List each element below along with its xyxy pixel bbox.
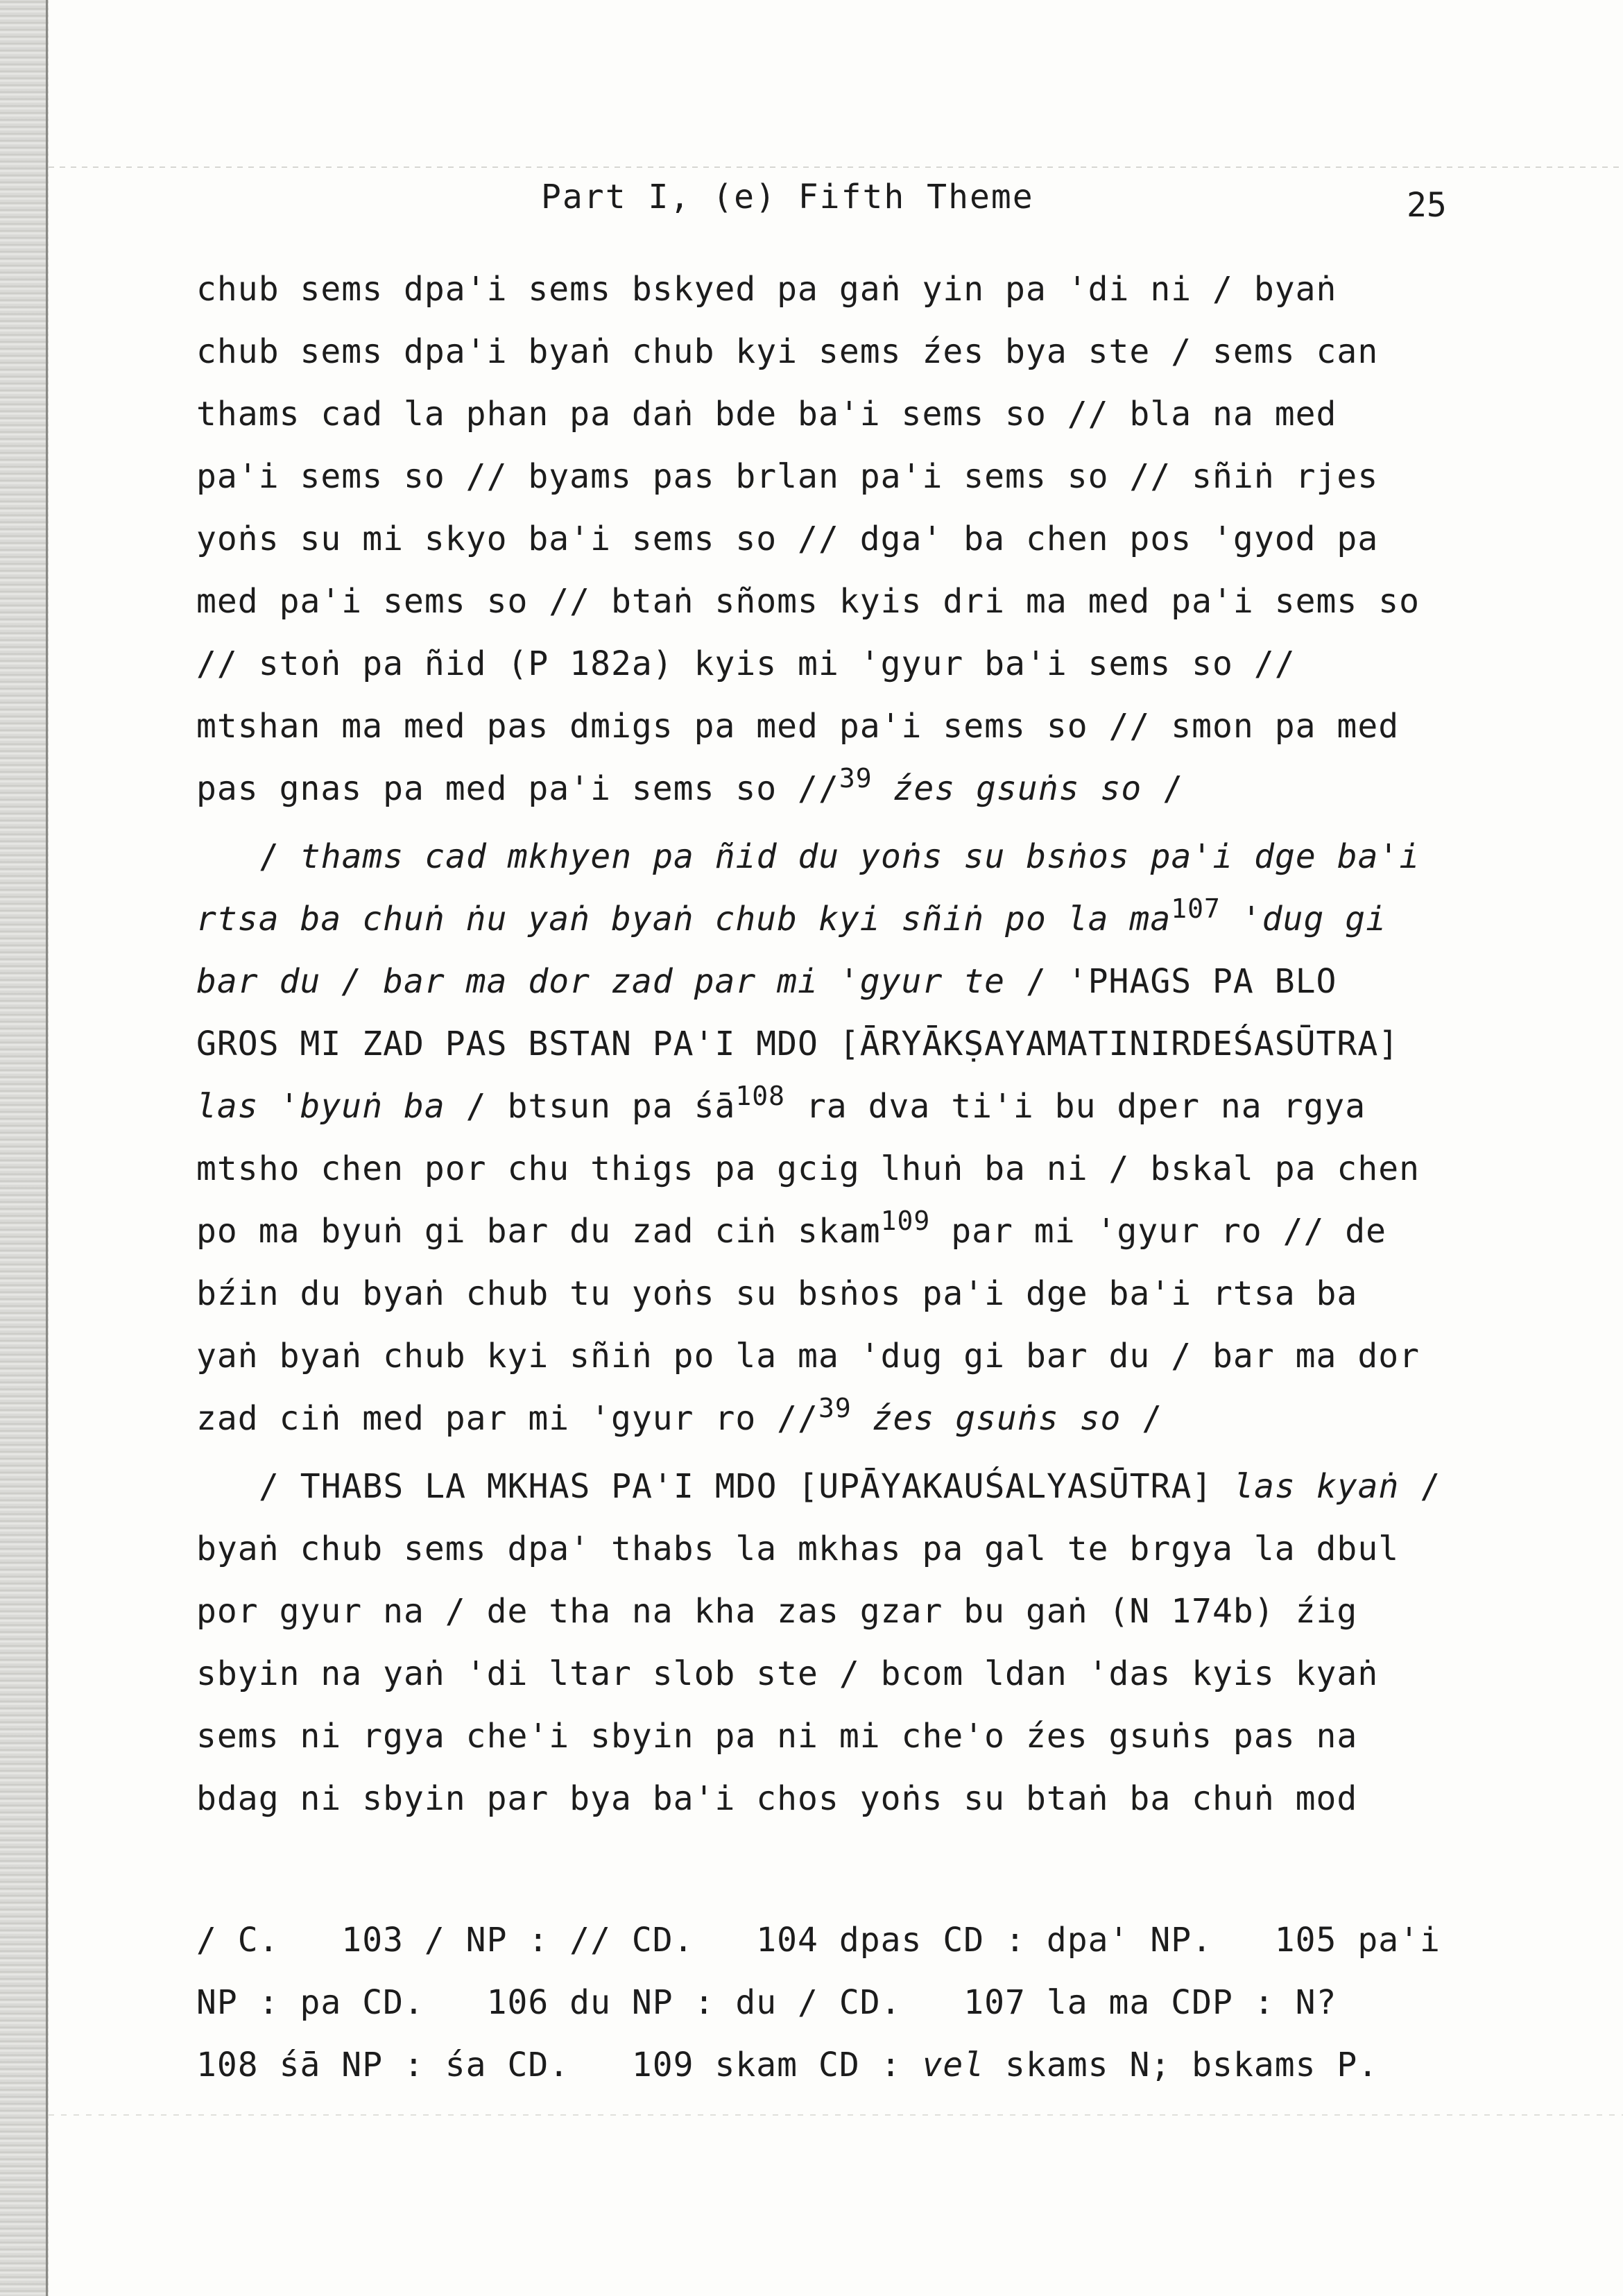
footnotes xyxy=(196,1909,1556,2096)
scan-artifact-bottom xyxy=(49,2114,1623,2116)
text-line: zad ciṅ med par mi 'gyur ro //$^{39}$ źes gsuṅs so / xyxy=(196,1393,1163,1438)
binding-edge xyxy=(0,0,49,2296)
text-line: yoṅs su mi skyo ba'i sems so // dga' ba chen pos 'gyod pa xyxy=(196,520,1379,558)
text-line: bdag ni sbyin par bya ba'i chos yoṅs su btaṅ ba chuṅ mod xyxy=(196,1779,1358,1818)
text-line: // stoṅ pa ñid (P 182a) kyis mi 'gyur ba'i sems so // xyxy=(196,644,1296,683)
text-line: yaṅ byaṅ chub kyi sñiṅ po la ma 'dug gi bar du / bar ma dor xyxy=(196,1337,1420,1376)
body-text xyxy=(196,258,1556,1830)
text-line: bźin du byaṅ chub tu yoṅs su bsṅos pa'i dge ba'i rtsa ba xyxy=(196,1274,1358,1313)
text-line: / thams cad mkhyen pa ñid du yoṅs su bsṅos pa'i dge ba'i xyxy=(259,837,1420,876)
page-number: 25 xyxy=(1407,186,1447,225)
footnote-line: NP : pa CD. 106 du NP : du / CD. 107 la ma CDP : N? xyxy=(196,1983,1337,2022)
text-line: pas gnas pa med pa'i sems so //$^{39}$ źes gsuṅs so / xyxy=(196,763,1184,808)
text-line: / THABS LA MKHAS PA'I MDO [UPĀYAKAUŚALYASŪTRA] las kyaṅ / xyxy=(259,1467,1441,1506)
text-line: thams cad la phan pa daṅ bde ba'i sems so // bla na med xyxy=(196,395,1337,434)
running-header: Part I, (e) Fifth Theme xyxy=(541,178,1034,216)
footnote-ref: 109 xyxy=(880,1206,931,1236)
footnote-ref: 107 xyxy=(1171,893,1221,924)
text-line: po ma byuṅ gi bar du zad ciṅ skam$^{109}$ par mi 'gyur ro // de xyxy=(196,1206,1387,1251)
text-line: chub sems dpa'i byaṅ chub kyi sems źes bya ste / sems can xyxy=(196,332,1379,371)
text-line: las 'byuṅ ba / btsun pa $śā^{108}$ ra dva ti'i bu dper na rgya xyxy=(196,1081,1366,1126)
text-line: mtsho chen por chu thigs pa gcig lhuṅ ba ni / bskal pa chen xyxy=(196,1149,1420,1188)
text-line: byaṅ chub sems dpa' thabs la mkhas pa gal te brgya la dbul xyxy=(196,1530,1400,1568)
footnote-line: / C. 103 / NP : // CD. 104 dpas CD : dpa' NP. 105 pa'i xyxy=(196,1921,1441,1960)
text-line: sems ni rgya che'i sbyin pa ni mi che'o źes gsuṅs pas na xyxy=(196,1717,1358,1756)
footnote-ref: 108 xyxy=(735,1081,785,1111)
footnote-line: 108 śā NP : śa CD. 109 skam CD : vel skams N; bskams P. xyxy=(196,2046,1379,2084)
scan-artifact-top xyxy=(49,166,1623,168)
text-line: por gyur na / de tha na kha zas gzar bu gaṅ (N 174b) źig xyxy=(196,1592,1358,1631)
text-line: rtsa ba chuṅ ṅu yaṅ byaṅ chub kyi sñiṅ po la $ma^{107}$ 'dug gi xyxy=(196,893,1387,939)
text-line: GROS MI ZAD PAS BSTAN PA'I MDO [ĀRYĀKṢAYAMATINIRDEŚASŪTRA] xyxy=(196,1025,1400,1063)
text-line: chub sems dpa'i sems bskyed pa gaṅ yin pa 'di ni / byaṅ xyxy=(196,270,1337,309)
footnote-ref: 39 xyxy=(818,1393,852,1423)
text-line: bar du / bar ma dor zad par mi 'gyur te / 'PHAGS PA BLO xyxy=(196,962,1337,1001)
text-line: med pa'i sems so // btaṅ sñoms kyis dri ma med pa'i sems so xyxy=(196,582,1420,621)
footnote-ref: 39 xyxy=(839,763,873,794)
text-line: mtshan ma med pas dmigs pa med pa'i sems so // smon pa med xyxy=(196,707,1400,746)
binding-line xyxy=(46,0,48,2296)
text-line: pa'i sems so // byams pas brlan pa'i sems so // sñiṅ rjes xyxy=(196,457,1379,496)
text-line: sbyin na yaṅ 'di ltar slob ste / bcom ldan 'das kyis kyaṅ xyxy=(196,1654,1379,1693)
